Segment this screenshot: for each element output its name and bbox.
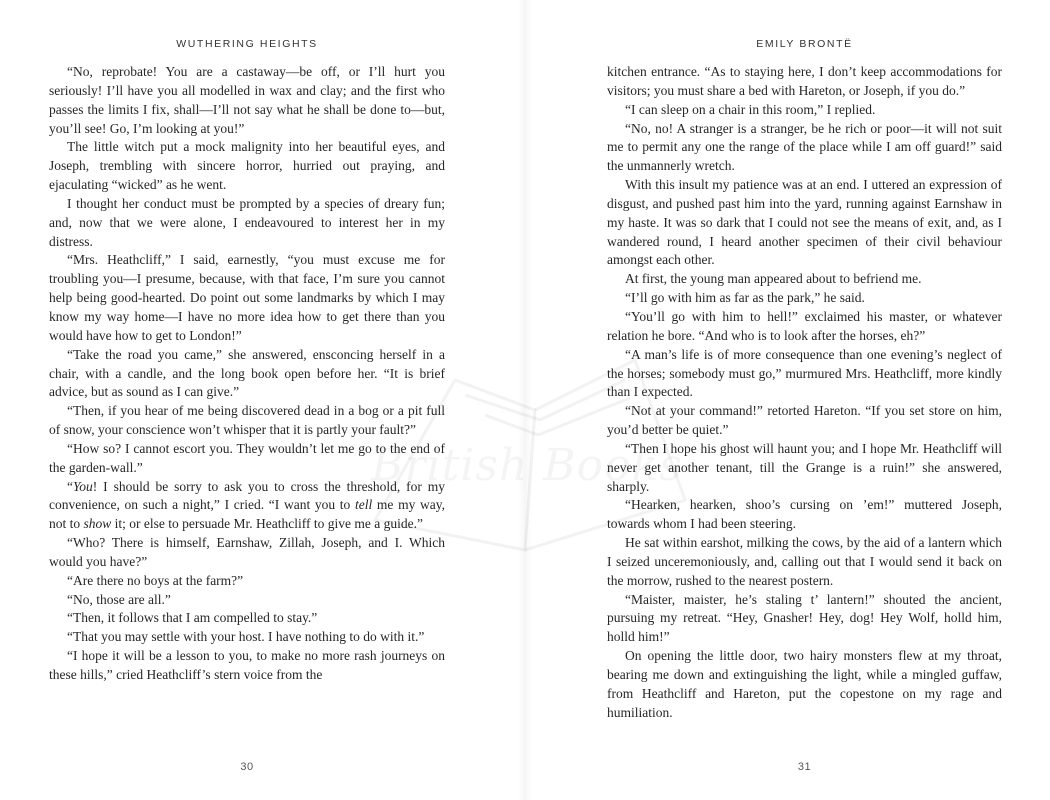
- continuation-paragraph: kitchen entrance. “As to staying here, I don’t keep accommodations for visitors; you must share a bed with Hareton, or Joseph, if you do.”: [607, 64, 1002, 98]
- italic-text: You: [73, 478, 93, 494]
- paragraph: “Then, it follows that I am compelled to stay.”: [67, 610, 318, 626]
- paragraph: “Take the road you came,” she answered, ensconcing herself in a chair, with a candle, and the long book open before her. “It is brief advice, but as sound as I can give.”: [49, 346, 445, 400]
- paragraph: “No, those are all.”: [67, 591, 171, 607]
- text-run: it; or else to persuade Mr. Heathcliff to give me a guide.”: [111, 516, 423, 532]
- paragraph: “No, reprobate! You are a castaway—be off, or I’ll hurt you seriously! I’ll have you all modelled in wax and clay; and the first who passes the limits I fix, shall—I’ll not say what he shall be done to—but, you’ll see! Go, I’m looking at you!”: [49, 64, 445, 136]
- running-head-left: WUTHERING HEIGHTS: [176, 38, 318, 50]
- paragraph: “That you may settle with your host. I have nothing to do with it.”: [67, 629, 425, 645]
- paragraph: “Hearken, hearken, shoo’s cursing on ’em!” muttered Joseph, towards whom I had been steering.: [607, 497, 1002, 532]
- paragraph: The little witch put a mock malignity into her beautiful eyes, and Joseph, trembling with sincere horror, hurried out praying, and ejaculating “wicked” as he went.: [49, 139, 445, 193]
- paragraph: He sat within earshot, milking the cows, by the aid of a lantern which I seized unceremoniously, and, calling out that I would send it back on the morrow, rushed to the nearest postern.: [607, 535, 1002, 588]
- paragraph: “No, no! A stranger is a stranger, be he rich or poor—it will not suit me to permit any one the range of the place while I am off guard!” said the unmannerly wretch.: [607, 120, 1002, 174]
- paragraph: “I can sleep on a chair in this room,” I replied.: [625, 101, 876, 117]
- text-run: ! I should be sorry to ask you to cross the threshold, for my convenience, on such a night,” I cried. “I want you to: [49, 478, 445, 513]
- paragraph: “You’ll go with him to hell!” exclaimed his master, or whatever relation he bore. “And who is to look after the horses, eh?”: [607, 308, 1002, 343]
- book-gutter: [518, 0, 532, 800]
- paragraph: [49, 478, 445, 535]
- paragraph: “Then I hope his ghost will haunt you; and I hope Mr. Heathcliff will never get another tenant, till the Grange is a ruin!” she answered, sharply.: [607, 440, 1002, 494]
- running-head-right: EMILY BRONTË: [756, 38, 853, 50]
- text-run: me my way, not to: [49, 497, 445, 532]
- italic-text: tell: [354, 497, 373, 513]
- right-page-text: [607, 63, 1002, 723]
- paragraph: “I hope it will be a lesson to you, to make no more rash journeys on these hills,” cried Heathcliff’s stern voice from the: [49, 648, 445, 682]
- left-page: [49, 0, 445, 800]
- paragraph: “Mrs. Heathcliff,” I said, earnestly, “you must excuse me for troubling you—I presume, because, with that face, I’m sure you cannot help being good-hearted. Do point out some landmarks by which I may know my way home—I have no more idea how to get there than you would have how to get to London!”: [49, 252, 445, 343]
- paragraph: I thought her conduct must be prompted by a species of dreary fun; and, now that we were alone, I endeavoured to interest her in my distress.: [49, 195, 445, 249]
- paragraph: “I’ll go with him as far as the park,” he said.: [625, 290, 865, 306]
- right-page: [607, 0, 1002, 800]
- paragraph: “How so? I cannot escort you. They wouldn’t let me go to the end of the garden-wall.”: [49, 440, 445, 475]
- text-run: “: [67, 478, 73, 494]
- page-number-right: 31: [797, 761, 812, 773]
- paragraph: “Then, if you hear of me being discovered dead in a bog or a pit full of snow, your conscience won’t whisper that it is partly your fault?”: [49, 403, 445, 438]
- italic-text: show: [83, 516, 112, 532]
- paragraph: With this insult my patience was at an end. I uttered an expression of disgust, and pushed past him into the yard, running against Earnshaw in my haste. It was so dark that I could not see the means of exit, and, as I wandered round, I heard another specimen of their civil behaviour amongst each other.: [607, 177, 1002, 268]
- paragraph: On opening the little door, two hairy monsters flew at my throat, bearing me down and extinguishing the light, while a mingled guffaw, from Heathcliff and Hareton, put the copestone on my rage and humiliation.: [607, 648, 1002, 720]
- paragraph: “Not at your command!” retorted Hareton. “If you set store on him, you’d better be quiet.”: [607, 403, 1002, 438]
- page-number-left: 30: [240, 761, 254, 773]
- paragraph: “Maister, maister, he’s staling t’ lantern!” shouted the ancient, pursuing my retreat. “Hey, Gnasher! Hey, dog! Hey Wolf, holld him, holld him!”: [607, 591, 1002, 645]
- paragraph: “Who? There is himself, Earnshaw, Zillah, Joseph, and I. Which would you have?”: [49, 535, 445, 569]
- paragraph: “A man’s life is of more consequence than one evening’s neglect of the horses; somebody must go,” murmured Mrs. Heathcliff, more kindly than I expected.: [607, 346, 1002, 400]
- left-page-text: [49, 63, 445, 685]
- paragraph: “Are there no boys at the farm?”: [67, 572, 244, 588]
- paragraph: At first, the young man appeared about to befriend me.: [625, 271, 922, 287]
